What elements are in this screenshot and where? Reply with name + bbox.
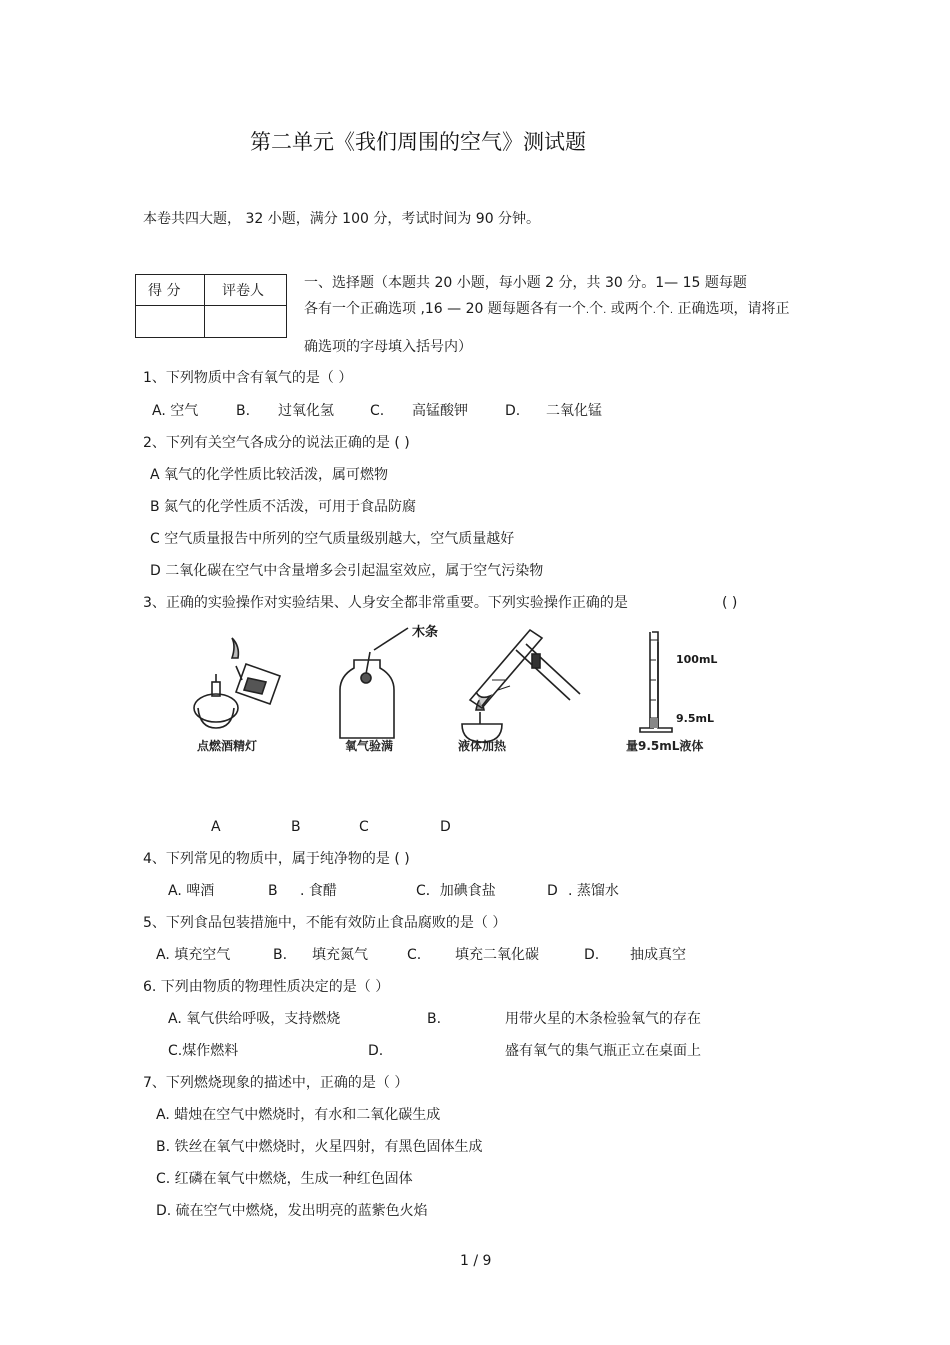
question-3-stem: 3、正确的实验操作对实验结果、人身安全都非常重要。下列实验操作正确的是: [143, 595, 628, 611]
q2-option-b: B 氮气的化学性质不活泼，可用于食品防腐: [150, 499, 417, 515]
caption-light-lamp: 点燃酒精灯: [197, 739, 258, 753]
q7-option-a: A. 蜡烛在空气中燃烧时，有水和二氧化碳生成: [156, 1107, 441, 1123]
q5-option-d-letter: D.: [584, 947, 600, 963]
q3-letter-c: C: [359, 819, 369, 835]
question-2-stem: 2、下列有关空气各成分的说法正确的是 ( ): [143, 435, 410, 451]
q2-option-c: C 空气质量报告中所列的空气质量级别越大，空气质量越好: [150, 531, 515, 547]
page-number: 1 / 9: [460, 1253, 492, 1269]
q1-option-c: 高锰酸钾: [412, 403, 468, 419]
q6-option-b: 用带火星的木条检验氧气的存在: [505, 1011, 701, 1027]
q4-option-c: C．加碘食盐: [416, 883, 496, 899]
q4-option-b-letter: B: [268, 883, 278, 899]
q4-option-b: . 食醋: [300, 883, 337, 899]
score-label: 得 分: [148, 283, 181, 299]
alcohol-lamp-illustration: [194, 638, 280, 728]
grader-label: 评卷人: [222, 283, 264, 299]
question-4-stem: 4、下列常见的物质中，属于纯净物的是 ( ): [143, 851, 410, 867]
q5-option-b-letter: B.: [273, 947, 288, 963]
q7-option-d: D. 硫在空气中燃烧，发出明亮的蓝紫色火焰: [156, 1203, 428, 1219]
question-7-stem: 7、下列燃烧现象的描述中，正确的是（ ）: [143, 1075, 409, 1091]
exam-intro: 本卷共四大题， 32 小题，满分 100 分，考试时间为 90 分钟。: [143, 211, 541, 227]
q1-option-d: 二氧化锰: [546, 403, 602, 419]
section1-heading-line2: 各有一个正确选项 ,16 — 20 题每题各有一个.个. 或两个.个. 正确选项，请将正: [304, 301, 790, 317]
cylinder-100ml-label: 100mL: [676, 653, 718, 666]
q3-letter-b: B: [291, 819, 301, 835]
caption-liquid-heating: 液体加热: [458, 739, 507, 753]
cylinder-9-5ml-label: 9.5mL: [676, 712, 714, 725]
q2-option-d: D 二氧化碳在空气中含量增多会引起温室效应，属于空气污染物: [150, 563, 544, 579]
liquid-heating-illustration: [462, 630, 580, 742]
section1-heading-line3: 确选项的字母填入括号内）: [304, 339, 472, 355]
question-6-stem: 6. 下列由物质的物理性质决定的是（ ）: [143, 979, 390, 995]
score-table: [135, 274, 287, 338]
q2-option-a: A 氧气的化学性质比较活泼，属可燃物: [150, 467, 389, 483]
q5-option-c-letter: C.: [407, 947, 422, 963]
section1-heading-line1: 一、选择题（本题共 20 小题，每小题 2 分，共 30 分。1— 15 题每题: [304, 275, 747, 291]
graduated-cylinder-illustration: [640, 632, 672, 732]
q1-option-b: 过氧化氢: [278, 403, 334, 419]
gas-bottle-illustration: [340, 628, 408, 738]
q6-option-a: A. 氧气供给呼吸，支持燃烧: [168, 1011, 341, 1027]
stick-label: 木条: [412, 625, 439, 640]
q3-letter-d: D: [440, 819, 451, 835]
q6-option-d: 盛有氧气的集气瓶正立在桌面上: [505, 1043, 701, 1059]
q4-option-d-letter: D: [547, 883, 558, 899]
q6-option-b-letter: B.: [427, 1011, 442, 1027]
q1-option-a: A. 空气: [152, 403, 199, 419]
q1-option-d-letter: D.: [505, 403, 521, 419]
q5-option-c: 填充二氧化碳: [455, 947, 539, 963]
q3-letter-a: A: [211, 819, 221, 835]
page-title: 第二单元《我们周围的空气》测试题: [250, 130, 586, 154]
question-1-stem: 1、下列物质中含有氧气的是（ ）: [143, 370, 353, 386]
question-5-stem: 5、下列食品包装措施中，不能有效防止食品腐败的是（ ）: [143, 915, 507, 931]
question-3-bracket: ( ): [722, 595, 738, 611]
q4-option-a: A. 啤酒: [168, 883, 215, 899]
q1-option-c-letter: C.: [370, 403, 385, 419]
q5-option-a: A. 填充空气: [156, 947, 231, 963]
q1-option-b-letter: B.: [236, 403, 251, 419]
q5-option-d: 抽成真空: [630, 947, 686, 963]
q4-option-d: . 蒸馏水: [568, 883, 619, 899]
caption-oxygen-test: 氧气验满: [345, 739, 394, 753]
q5-option-b: 填充氮气: [312, 947, 368, 963]
q6-option-d-letter: D.: [368, 1043, 384, 1059]
q6-option-c: C.煤作燃料: [168, 1043, 239, 1059]
q7-option-c: C. 红磷在氧气中燃烧，生成一种红色固体: [156, 1171, 413, 1187]
caption-measure-liquid: 量9.5mL液体: [626, 739, 704, 753]
q7-option-b: B. 铁丝在氧气中燃烧时，火星四射，有黑色固体生成: [156, 1139, 483, 1155]
